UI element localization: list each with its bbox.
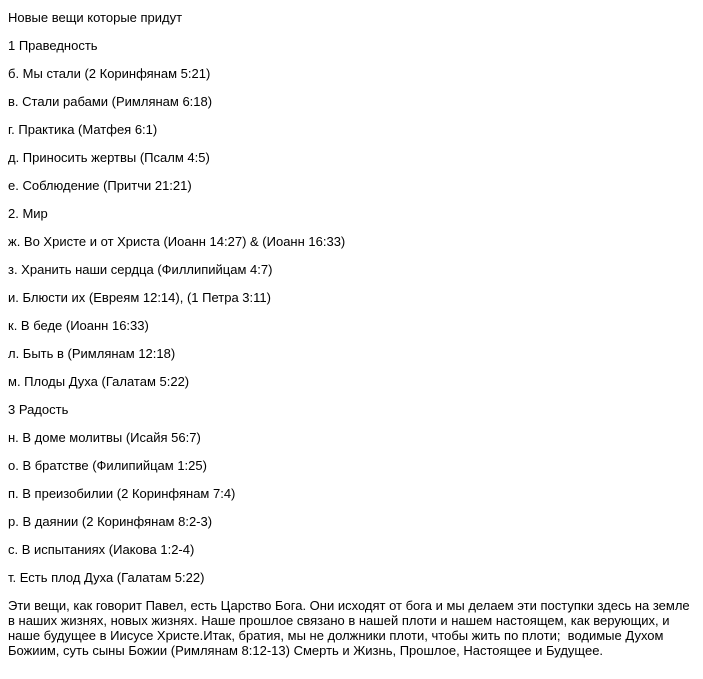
outline-line: д. Приносить жертвы (Псалм 4:5) xyxy=(8,150,210,165)
outline-line: с. В испытаниях (Иакова 1:2-4) xyxy=(8,542,195,557)
outline-line: з. Хранить наши сердца (Филлипийцам 4:7) xyxy=(8,262,273,277)
outline-line: б. Мы стали (2 Коринфянам 5:21) xyxy=(8,66,211,81)
outline-line: к. В беде (Иоанн 16:33) xyxy=(8,318,149,333)
section-heading: 3 Радость xyxy=(8,402,69,417)
outline-line: р. В даянии (2 Коринфянам 8:2-3) xyxy=(8,514,213,529)
outline-line: п. В преизобилии (2 Коринфянам 7:4) xyxy=(8,486,236,501)
outline-line: о. В братстве (Филипийцам 1:25) xyxy=(8,458,207,473)
outline-line: л. Быть в (Римлянам 12:18) xyxy=(8,346,176,361)
outline-line: н. В доме молитвы (Исайя 56:7) xyxy=(8,430,201,445)
outline-line: т. Есть плод Духа (Галатам 5:22) xyxy=(8,570,205,585)
section-heading: 1 Праведность xyxy=(8,38,98,53)
outline-line: и. Блюсти их (Евреям 12:14), (1 Петра 3:11) xyxy=(8,290,271,305)
outline-line: в. Стали рабами (Римлянам 6:18) xyxy=(8,94,213,109)
outline-line: м. Плоды Духа (Галатам 5:22) xyxy=(8,374,190,389)
outline-line: ж. Во Христе и от Христа (Иоанн 14:27) & (Иоанн 16:33) xyxy=(8,234,346,249)
outline-line: г. Практика (Матфея 6:1) xyxy=(8,122,158,137)
document-title: Новые вещи которые придут xyxy=(8,10,183,25)
outline-line: е. Соблюдение (Притчи 21:21) xyxy=(8,178,192,193)
section-heading: 2. Мир xyxy=(8,206,48,221)
closing-paragraph: Эти вещи, как говорит Павел, есть Царство Бога. Они исходят от бога и мы делаем эти поступки здесь на земле в наших жизнях, новых жизнях. Наше прошлое связано в нашей плоти и нашем настоящем, как верующих, и наше будущее в Иисусе Христе.Итак, братия, мы не должники плоти, чтобы жить по плоти; водимые Духом Божиим, суть сыны Божии (Римлянам 8:12-13) Смерть и Жизнь, Прошлое, Настоящее и Будущее. xyxy=(8,598,694,658)
